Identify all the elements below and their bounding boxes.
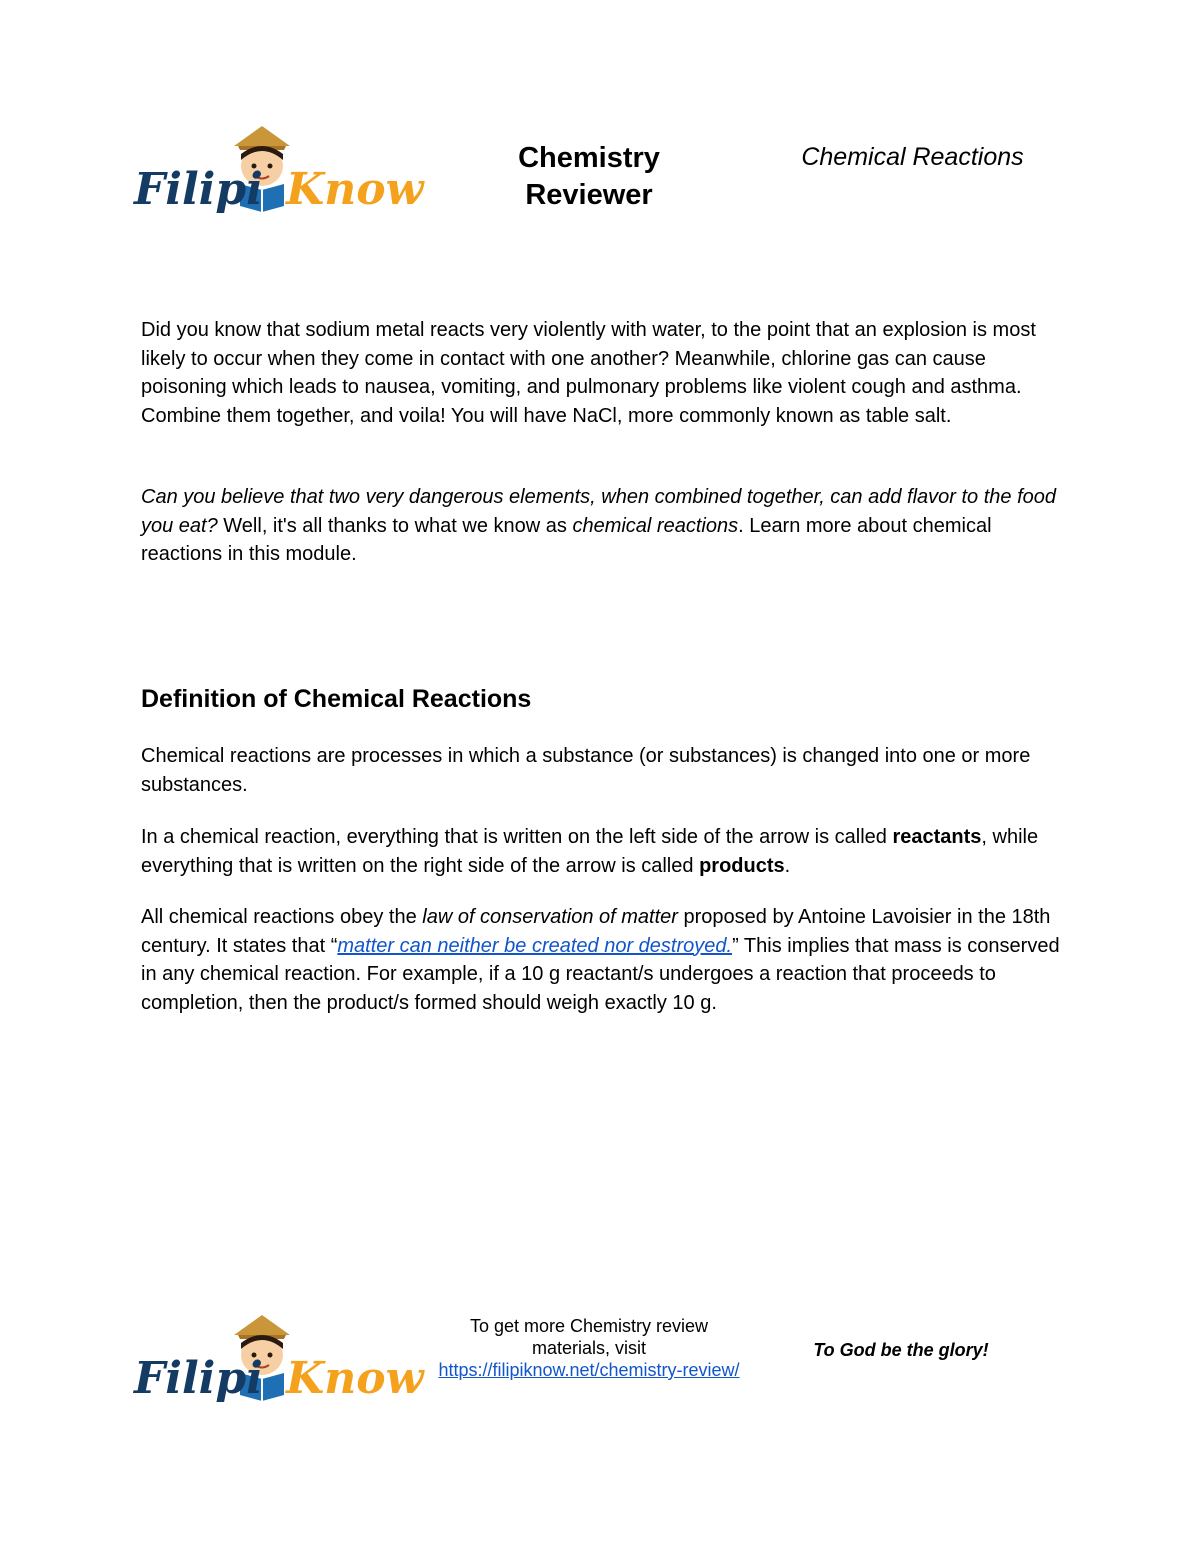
title-line-2: Reviewer xyxy=(525,179,653,211)
definition-text: Chemical reactions are processes in which a substance (or substances) is changed into one or more substances. xyxy=(141,745,1031,796)
footer-url-link[interactable]: https://filipiknow.net/chemistry-review/ xyxy=(438,1360,740,1380)
footer-logo-text-filipi: Filipi xyxy=(134,1353,263,1404)
question-italic: Can you believe that two very dangerous elements, when combined together, can add flavor to the food you eat? xyxy=(141,486,1057,537)
intro-text: Did you know that sodium metal reacts very violently with water, to the point that an explosion is most likely to occur when they come in contact with one another? Meanwhile, chlorine gas can cause poisoning which leads to nausea, vomiting, and pulmonary problems like violent cough and asthma. Combine them together, and voila! You will have NaCl, more commonly known as table salt. xyxy=(141,319,1036,427)
intro-paragraph xyxy=(141,316,1066,430)
footer-cta xyxy=(430,1315,748,1381)
reactants-text-b: , while everything that is written on the right side of the arrow is called xyxy=(141,826,1039,877)
footer-logo-text-know: Know xyxy=(286,1353,424,1404)
law-paragraph xyxy=(141,903,1066,1017)
title-line-1: Chemistry xyxy=(518,142,660,174)
footer-cta-line-1: To get more Chemistry review xyxy=(469,1316,709,1336)
question-text-a: Well, it's all thanks to what we know as xyxy=(217,514,573,537)
footer-tagline: To God be the glory! xyxy=(813,1340,989,1360)
filipiknow-logo-header xyxy=(134,124,424,224)
law-quote-link[interactable]: matter can neither be created nor destroyed. xyxy=(337,934,733,957)
reactants-term: reactants xyxy=(892,826,982,848)
law-text-a: All chemical reactions obey the xyxy=(141,906,423,928)
document-title xyxy=(478,140,700,214)
document-topic: Chemical Reactions xyxy=(801,143,1024,171)
chemical-reactions-term: chemical reactions xyxy=(572,514,739,537)
products-term: products xyxy=(699,854,785,877)
footer-cta-line-2: materials, visit xyxy=(531,1338,647,1358)
section-heading: Definition of Chemical Reactions xyxy=(141,685,532,713)
question-paragraph xyxy=(141,483,1066,569)
law-text-c: ” This implies that mass is conserved in any chemical reaction. For example, if a 10 g reactant/s undergoes a reaction that proceeds to completion, then the product/s formed should weigh exactly 10 g. xyxy=(141,934,1060,1014)
logo-text-know: Know xyxy=(286,164,424,215)
reactants-paragraph xyxy=(141,823,1066,880)
definition-paragraph xyxy=(141,742,1066,799)
law-text-b: proposed by Antoine Lavoisier in the 18th century. It states that “ xyxy=(141,906,1051,957)
reactants-text-a: In a chemical reaction, everything that is written on the left side of the arrow is called xyxy=(141,826,893,848)
logo-text-filipi: Filipi xyxy=(134,164,263,215)
question-text-b: . Learn more about chemical reactions in this module. xyxy=(141,514,992,566)
law-term: law of conservation of matter xyxy=(422,906,678,928)
reactants-text-c: . xyxy=(784,854,791,877)
filipiknow-logo-footer xyxy=(134,1313,424,1413)
